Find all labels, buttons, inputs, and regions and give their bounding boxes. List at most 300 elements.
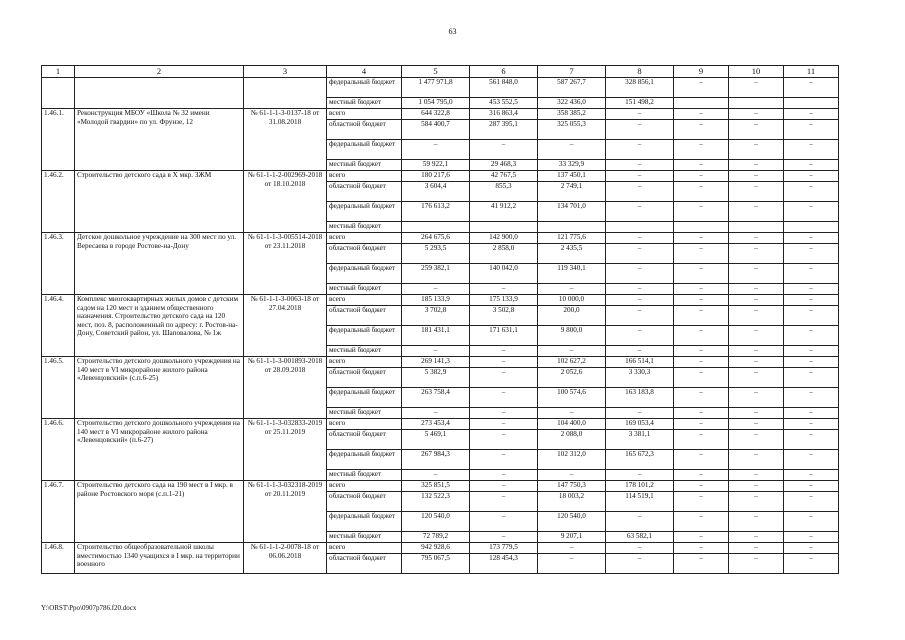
amount-cell: –: [729, 357, 784, 368]
funding-source: областной бюджет: [327, 368, 402, 388]
amount-cell: [674, 222, 729, 233]
amount-cell: –: [784, 470, 839, 481]
funding-source: областной бюджет: [327, 120, 402, 140]
amount-cell: 5 469,1: [402, 430, 470, 450]
amount-cell: 185 133,9: [402, 295, 470, 306]
funding-source: всего: [327, 109, 402, 120]
amount-cell: 166 514,1: [606, 357, 674, 368]
amount-cell: –: [674, 408, 729, 419]
funding-source: местный бюджет: [327, 532, 402, 543]
expertise-number: № 61-1-1-2-0078-18 от 06.06.2018: [244, 543, 327, 574]
amount-cell: 137 450,1: [538, 171, 606, 182]
project-name: Строительство детского сада на 190 мест в I мкр. в районе Ростовского моря (с.п.1-21): [75, 481, 244, 543]
amount-cell: 2 088,0: [538, 430, 606, 450]
budget-table: [41, 65, 839, 574]
amount-cell: 855,3: [470, 182, 538, 202]
file-path-footer: Y:\ORST\Ppo\0907p786.f20.docx: [41, 604, 137, 612]
amount-cell: –: [538, 554, 606, 574]
amount-cell: 264 675,6: [402, 233, 470, 244]
item-number: [42, 78, 75, 109]
project-name: Строительство детского сада в Х мкр. ЗЖМ: [75, 171, 244, 233]
amount-cell: –: [606, 109, 674, 120]
amount-cell: –: [729, 182, 784, 202]
table-row: [42, 543, 839, 554]
expertise-number: № 61-1-1-3-032833-2019 от 25.11.2019: [244, 419, 327, 481]
project-name: Комплекс многоквартирных жилых домов с детским садом на 120 мест и зданием общественного назначения. Строительство детского сада на 120 мест, поз. 8, расположенный по адресу: г. Ростов-на-Дону, Советский район, ул. Шаповалова, № 1ж: [75, 295, 244, 357]
amount-cell: 587 267,7: [538, 78, 606, 98]
amount-cell: –: [674, 140, 729, 160]
amount-cell: –: [784, 554, 839, 574]
amount-cell: –: [674, 326, 729, 346]
table-row: [42, 109, 839, 120]
amount-cell: –: [674, 388, 729, 408]
amount-cell: –: [784, 543, 839, 554]
column-header: 7: [538, 66, 606, 78]
amount-cell: 9 207,1: [538, 532, 606, 543]
item-number: 1.46.1.: [42, 109, 75, 171]
amount-cell: 33 329,9: [538, 160, 606, 171]
amount-cell: 2 435,5: [538, 244, 606, 264]
amount-cell: –: [784, 357, 839, 368]
amount-cell: –: [729, 543, 784, 554]
funding-source: всего: [327, 295, 402, 306]
funding-source: местный бюджет: [327, 98, 402, 109]
amount-cell: –: [606, 346, 674, 357]
page-number: 63: [448, 27, 457, 36]
amount-cell: 3 502,8: [470, 306, 538, 326]
amount-cell: –: [402, 346, 470, 357]
table-row: [42, 78, 839, 98]
expertise-number: № 61-1-1-2-002969-2018 от 18.10.2018: [244, 171, 327, 233]
amount-cell: 41 912,2: [470, 202, 538, 222]
amount-cell: [402, 222, 470, 233]
amount-cell: –: [470, 470, 538, 481]
amount-cell: –: [674, 264, 729, 284]
amount-cell: –: [470, 430, 538, 450]
amount-cell: –: [674, 109, 729, 120]
amount-cell: –: [470, 346, 538, 357]
amount-cell: –: [729, 470, 784, 481]
amount-cell: –: [674, 450, 729, 470]
item-number: 1.46.5.: [42, 357, 75, 419]
amount-cell: –: [729, 171, 784, 182]
amount-cell: –: [729, 140, 784, 160]
amount-cell: –: [784, 171, 839, 182]
amount-cell: 180 217,6: [402, 171, 470, 182]
amount-cell: 200,0: [538, 306, 606, 326]
funding-source: областной бюджет: [327, 182, 402, 202]
funding-source: местный бюджет: [327, 222, 402, 233]
project-name: Строительство общеобразовательной школы вместимостью 1340 учащихся в I мкр. на территории военного: [75, 543, 244, 574]
amount-cell: –: [784, 326, 839, 346]
amount-cell: –: [674, 357, 729, 368]
column-header: 5: [402, 66, 470, 78]
funding-source: федеральный бюджет: [327, 202, 402, 222]
amount-cell: –: [606, 160, 674, 171]
amount-cell: 104 400,0: [538, 419, 606, 430]
column-header: 4: [327, 66, 402, 78]
amount-cell: –: [729, 346, 784, 357]
amount-cell: –: [674, 295, 729, 306]
amount-cell: –: [729, 512, 784, 532]
amount-cell: –: [470, 481, 538, 492]
amount-cell: 328 856,1: [606, 78, 674, 98]
amount-cell: 3 604,4: [402, 182, 470, 202]
column-number-row: [42, 66, 839, 78]
amount-cell: –: [606, 202, 674, 222]
amount-cell: –: [784, 532, 839, 543]
amount-cell: –: [674, 284, 729, 295]
amount-cell: –: [538, 408, 606, 419]
amount-cell: 2 052,6: [538, 368, 606, 388]
funding-source: местный бюджет: [327, 408, 402, 419]
amount-cell: –: [784, 264, 839, 284]
amount-cell: 10 000,0: [538, 295, 606, 306]
amount-cell: 181 431,1: [402, 326, 470, 346]
amount-cell: –: [674, 160, 729, 171]
amount-cell: –: [606, 244, 674, 264]
amount-cell: –: [538, 140, 606, 160]
amount-cell: –: [784, 202, 839, 222]
amount-cell: –: [674, 543, 729, 554]
amount-cell: 175 133,9: [470, 295, 538, 306]
amount-cell: 322 436,0: [538, 98, 606, 109]
amount-cell: 287 395,1: [470, 120, 538, 140]
amount-cell: –: [784, 244, 839, 264]
amount-cell: –: [674, 120, 729, 140]
amount-cell: 72 789,2: [402, 532, 470, 543]
amount-cell: –: [674, 306, 729, 326]
amount-cell: –: [606, 120, 674, 140]
amount-cell: 358 385,2: [538, 109, 606, 120]
amount-cell: –: [470, 368, 538, 388]
amount-cell: –: [674, 346, 729, 357]
amount-cell: 561 848,0: [470, 78, 538, 98]
funding-source: всего: [327, 419, 402, 430]
amount-cell: 163 183,8: [606, 388, 674, 408]
table-row: [42, 233, 839, 244]
funding-source: областной бюджет: [327, 492, 402, 512]
amount-cell: –: [729, 450, 784, 470]
amount-cell: –: [784, 140, 839, 160]
amount-cell: 134 701,0: [538, 202, 606, 222]
amount-cell: 1 477 971,8: [402, 78, 470, 98]
amount-cell: –: [674, 244, 729, 264]
table-row: [42, 357, 839, 368]
amount-cell: –: [784, 430, 839, 450]
amount-cell: –: [729, 368, 784, 388]
project-name: Строительство детского дошкольного учреждения на 140 мест в VI микрорайоне жилого района «Левенцовский» (с.п.6-25): [75, 357, 244, 419]
amount-cell: 102 627,2: [538, 357, 606, 368]
amount-cell: 176 613,2: [402, 202, 470, 222]
funding-source: областной бюджет: [327, 430, 402, 450]
amount-cell: 453 552,5: [470, 98, 538, 109]
amount-cell: –: [538, 470, 606, 481]
amount-cell: –: [729, 120, 784, 140]
amount-cell: –: [784, 284, 839, 295]
amount-cell: –: [606, 140, 674, 160]
amount-cell: 102 312,0: [538, 450, 606, 470]
amount-cell: 2 858,0: [470, 244, 538, 264]
table-row: [42, 171, 839, 182]
table-row: [42, 295, 839, 306]
amount-cell: –: [674, 202, 729, 222]
amount-cell: 2 749,1: [538, 182, 606, 202]
column-header: 9: [674, 66, 729, 78]
amount-cell: –: [784, 388, 839, 408]
amount-cell: –: [784, 368, 839, 388]
amount-cell: –: [470, 512, 538, 532]
amount-cell: –: [729, 532, 784, 543]
funding-source: областной бюджет: [327, 554, 402, 574]
amount-cell: 3 330,3: [606, 368, 674, 388]
amount-cell: –: [402, 140, 470, 160]
table-row: [42, 419, 839, 430]
amount-cell: 42 767,5: [470, 171, 538, 182]
project-name: [75, 78, 244, 109]
amount-cell: 140 042,0: [470, 264, 538, 284]
amount-cell: –: [784, 481, 839, 492]
amount-cell: –: [784, 408, 839, 419]
amount-cell: –: [470, 408, 538, 419]
amount-cell: –: [470, 140, 538, 160]
amount-cell: 267 984,3: [402, 450, 470, 470]
amount-cell: –: [402, 284, 470, 295]
column-header: 10: [729, 66, 784, 78]
amount-cell: –: [674, 78, 729, 98]
funding-source: всего: [327, 481, 402, 492]
amount-cell: [674, 98, 729, 109]
amount-cell: –: [538, 543, 606, 554]
amount-cell: –: [402, 408, 470, 419]
amount-cell: 173 779,5: [470, 543, 538, 554]
expertise-number: № 61-1-1-3-032318-2019 от 20.11.2019: [244, 481, 327, 543]
amount-cell: [606, 222, 674, 233]
amount-cell: 142 900,0: [470, 233, 538, 244]
amount-cell: 259 382,1: [402, 264, 470, 284]
amount-cell: 9 800,0: [538, 326, 606, 346]
funding-source: федеральный бюджет: [327, 388, 402, 408]
funding-source: федеральный бюджет: [327, 450, 402, 470]
amount-cell: –: [729, 109, 784, 120]
amount-cell: –: [729, 554, 784, 574]
amount-cell: –: [606, 554, 674, 574]
amount-cell: 132 522,3: [402, 492, 470, 512]
amount-cell: 584 400,7: [402, 120, 470, 140]
amount-cell: 63 582,1: [606, 532, 674, 543]
amount-cell: –: [606, 264, 674, 284]
amount-cell: –: [674, 171, 729, 182]
amount-cell: –: [470, 492, 538, 512]
amount-cell: 178 101,2: [606, 481, 674, 492]
column-header: 1: [42, 66, 75, 78]
amount-cell: –: [606, 543, 674, 554]
funding-source: областной бюджет: [327, 244, 402, 264]
amount-cell: –: [470, 357, 538, 368]
amount-cell: –: [674, 554, 729, 574]
amount-cell: 119 340,1: [538, 264, 606, 284]
amount-cell: 269 141,3: [402, 357, 470, 368]
amount-cell: –: [784, 512, 839, 532]
amount-cell: –: [784, 295, 839, 306]
expertise-number: [244, 78, 327, 109]
amount-cell: 114 519,1: [606, 492, 674, 512]
expertise-number: № 61-1-1-3-0063-18 от 27.04.2018: [244, 295, 327, 357]
amount-cell: –: [729, 388, 784, 408]
funding-source: федеральный бюджет: [327, 140, 402, 160]
amount-cell: –: [470, 419, 538, 430]
amount-cell: –: [470, 532, 538, 543]
funding-source: всего: [327, 233, 402, 244]
amount-cell: –: [674, 532, 729, 543]
amount-cell: –: [470, 284, 538, 295]
amount-cell: –: [784, 109, 839, 120]
amount-cell: –: [729, 492, 784, 512]
amount-cell: –: [674, 481, 729, 492]
amount-cell: 5 382,9: [402, 368, 470, 388]
amount-cell: –: [784, 419, 839, 430]
amount-cell: –: [606, 470, 674, 481]
amount-cell: 1 054 795,0: [402, 98, 470, 109]
amount-cell: –: [729, 264, 784, 284]
amount-cell: –: [606, 284, 674, 295]
funding-source: федеральный бюджет: [327, 264, 402, 284]
funding-source: местный бюджет: [327, 284, 402, 295]
amount-cell: –: [729, 78, 784, 98]
column-header: 3: [244, 66, 327, 78]
amount-cell: 942 928,6: [402, 543, 470, 554]
amount-cell: –: [470, 450, 538, 470]
amount-cell: –: [784, 120, 839, 140]
amount-cell: –: [606, 171, 674, 182]
amount-cell: 59 922,1: [402, 160, 470, 171]
amount-cell: –: [784, 450, 839, 470]
amount-cell: 263 758,4: [402, 388, 470, 408]
expertise-number: № 61-1-1-3-005514-2018 от 23.11.2018: [244, 233, 327, 295]
amount-cell: 273 453,4: [402, 419, 470, 430]
table-row: [42, 481, 839, 492]
funding-source: федеральный бюджет: [327, 512, 402, 532]
column-header: 2: [75, 66, 244, 78]
item-number: 1.46.7.: [42, 481, 75, 543]
project-name: Детское дошкольное учреждение на 300 мест по ул. Вересаева в городе Ростове-на-Дону: [75, 233, 244, 295]
amount-cell: 121 775,6: [538, 233, 606, 244]
item-number: 1.46.2.: [42, 171, 75, 233]
funding-source: областной бюджет: [327, 306, 402, 326]
amount-cell: –: [784, 78, 839, 98]
amount-cell: –: [729, 202, 784, 222]
amount-cell: 18 003,2: [538, 492, 606, 512]
item-number: 1.46.8.: [42, 543, 75, 574]
item-number: 1.46.4.: [42, 295, 75, 357]
column-header: 6: [470, 66, 538, 78]
amount-cell: –: [729, 244, 784, 264]
amount-cell: –: [784, 346, 839, 357]
amount-cell: –: [729, 284, 784, 295]
amount-cell: –: [784, 182, 839, 202]
amount-cell: –: [784, 306, 839, 326]
amount-cell: –: [470, 388, 538, 408]
amount-cell: [538, 222, 606, 233]
amount-cell: 120 540,0: [402, 512, 470, 532]
amount-cell: –: [729, 326, 784, 346]
funding-source: всего: [327, 357, 402, 368]
amount-cell: –: [674, 470, 729, 481]
amount-cell: –: [729, 160, 784, 171]
amount-cell: –: [538, 346, 606, 357]
amount-cell: –: [606, 306, 674, 326]
item-number: 1.46.6.: [42, 419, 75, 481]
amount-cell: 171 631,1: [470, 326, 538, 346]
amount-cell: 316 863,4: [470, 109, 538, 120]
amount-cell: [470, 222, 538, 233]
funding-source: местный бюджет: [327, 470, 402, 481]
item-number: 1.46.3.: [42, 233, 75, 295]
project-name: Строительство детского дошкольного учреждения на 140 мест в VI микрорайоне жилого района «Левенцовский» (п.6-27): [75, 419, 244, 481]
amount-cell: 3 702,8: [402, 306, 470, 326]
amount-cell: –: [729, 481, 784, 492]
amount-cell: –: [674, 512, 729, 532]
amount-cell: –: [729, 295, 784, 306]
funding-source: федеральный бюджет: [327, 326, 402, 346]
amount-cell: –: [402, 470, 470, 481]
amount-cell: –: [729, 306, 784, 326]
table-body: [42, 78, 839, 574]
amount-cell: [729, 98, 784, 109]
amount-cell: –: [729, 419, 784, 430]
amount-cell: 3 381,1: [606, 430, 674, 450]
amount-cell: –: [606, 512, 674, 532]
amount-cell: 147 750,3: [538, 481, 606, 492]
funding-source: всего: [327, 543, 402, 554]
amount-cell: –: [606, 295, 674, 306]
column-header: 11: [784, 66, 839, 78]
amount-cell: 5 293,5: [402, 244, 470, 264]
amount-cell: –: [674, 368, 729, 388]
amount-cell: –: [606, 326, 674, 346]
funding-source: всего: [327, 171, 402, 182]
amount-cell: 120 540,0: [538, 512, 606, 532]
amount-cell: 29 468,3: [470, 160, 538, 171]
funding-source: федеральный бюджет: [327, 78, 402, 98]
amount-cell: [729, 222, 784, 233]
amount-cell: –: [784, 160, 839, 171]
amount-cell: –: [784, 233, 839, 244]
amount-cell: –: [674, 492, 729, 512]
funding-source: местный бюджет: [327, 346, 402, 357]
expertise-number: № 61-1-1-3-001893-2018 от 28.09.2018: [244, 357, 327, 419]
expertise-number: № 61-1-1-3-0137-18 от 31.08.2018: [244, 109, 327, 171]
amount-cell: 169 053,4: [606, 419, 674, 430]
amount-cell: 795 067,5: [402, 554, 470, 574]
amount-cell: [784, 98, 839, 109]
amount-cell: [784, 222, 839, 233]
project-name: Реконструкция МБОУ «Школа № 32 имени «Молодой гвардии» по ул. Фрунзе, 12: [75, 109, 244, 171]
amount-cell: 128 454,3: [470, 554, 538, 574]
amount-cell: –: [784, 492, 839, 512]
amount-cell: –: [729, 408, 784, 419]
amount-cell: –: [674, 233, 729, 244]
amount-cell: –: [606, 182, 674, 202]
amount-cell: –: [538, 284, 606, 295]
amount-cell: –: [674, 182, 729, 202]
amount-cell: 165 672,3: [606, 450, 674, 470]
amount-cell: –: [729, 430, 784, 450]
amount-cell: –: [674, 419, 729, 430]
amount-cell: 325 055,3: [538, 120, 606, 140]
funding-source: местный бюджет: [327, 160, 402, 171]
amount-cell: 644 322,8: [402, 109, 470, 120]
